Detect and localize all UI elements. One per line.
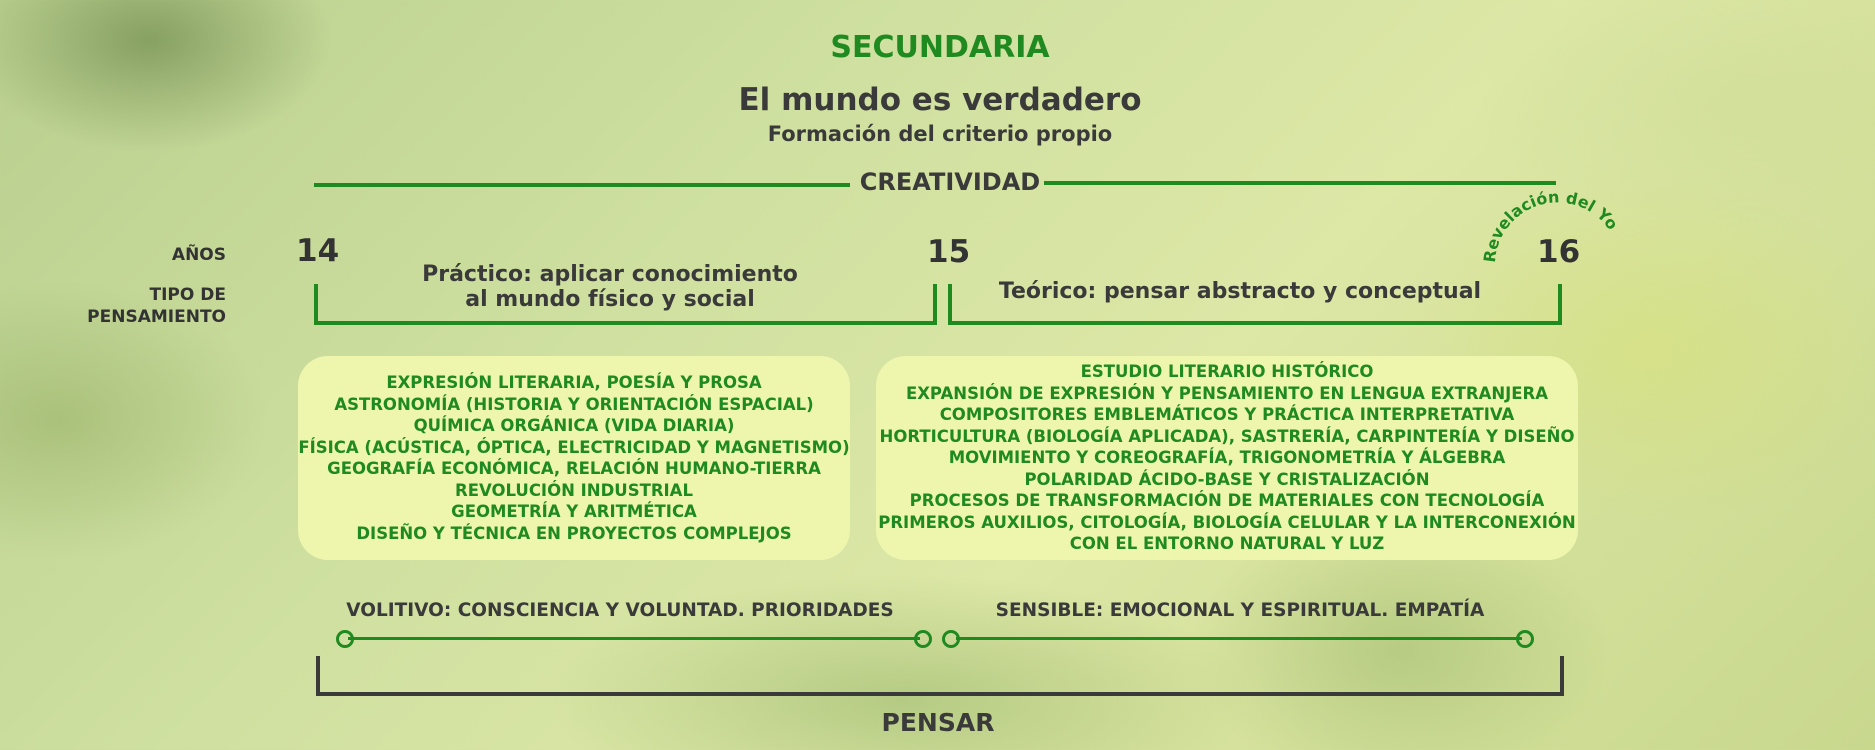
- subject-item: FÍSICA (ACÚSTICA, ÓPTICA, ELECTRICIDAD Y MAGNETISMO): [298, 437, 850, 457]
- years-label: AÑOS: [171, 245, 226, 265]
- level-title: SECUNDARIA: [830, 30, 1050, 65]
- subject-item: PROCESOS DE TRANSFORMACIÓN DE MATERIALES CON TECNOLOGÍA: [909, 491, 1545, 511]
- subject-item: PRIMEROS AUXILIOS, CITOLOGÍA, BIOLOGÍA CELULAR Y LA INTERCONEXIÓN: [878, 512, 1576, 532]
- subject-item: ASTRONOMÍA (HISTORIA Y ORIENTACIÓN ESPACIAL): [334, 394, 814, 414]
- subject-item: MOVIMIENTO Y COREOGRAFÍA, TRIGONOMETRÍA Y ÁLGEBRA: [948, 448, 1506, 468]
- age-15: 15: [927, 234, 971, 270]
- subject-item: GEOGRAFÍA ECONÓMICA, RELACIÓN HUMANO-TIERRA: [327, 459, 821, 478]
- segment-volitivo-end-dot: [914, 630, 932, 648]
- subject-item: ESTUDIO LITERARIO HISTÓRICO: [1080, 362, 1374, 382]
- age-14: 14: [296, 233, 340, 269]
- segment-sensible-label: SENSIBLE: EMOCIONAL Y ESPIRITUAL. EMPATÍA: [995, 600, 1485, 621]
- creatividad-label: CREATIVIDAD: [859, 168, 1041, 196]
- subject-item: REVOLUCIÓN INDUSTRIAL: [455, 480, 693, 500]
- segment-sensible-end-dot: [1516, 630, 1534, 648]
- pensar-label: PENSAR: [881, 708, 995, 737]
- subject-item: HORTICULTURA (BIOLOGÍA APLICADA), SASTRERÍA, CARPINTERÍA Y DISEÑO: [879, 426, 1575, 446]
- subject-item: QUÍMICA ORGÁNICA (VIDA DIARIA): [413, 416, 735, 435]
- subject-item: POLARIDAD ÁCIDO-BASE Y CRISTALIZACIÓN: [1024, 469, 1430, 489]
- milestone-label: Revelación del Yo: [1480, 190, 1623, 264]
- segment-volitivo-start-dot: [336, 630, 354, 648]
- bracket-14-15: [314, 284, 937, 325]
- creatividad-line-left: [314, 183, 850, 187]
- segment-volitivo-line: [348, 637, 920, 640]
- subject-item: EXPANSIÓN DE EXPRESIÓN Y PENSAMIENTO EN LENGUA EXTRANJERA: [905, 383, 1549, 403]
- segment-volitivo-label: VOLITIVO: CONSCIENCIA Y VOLUNTAD. PRIORIDADES: [346, 600, 894, 621]
- main-title: El mundo es verdadero: [738, 82, 1142, 118]
- subject-item: DISEÑO Y TÉCNICA EN PROYECTOS COMPLEJOS: [356, 523, 792, 543]
- bracket-15-16: [948, 284, 1562, 325]
- creatividad-line-right: [1044, 181, 1556, 185]
- subject-item: GEOMETRÍA Y ARITMÉTICA: [451, 502, 697, 521]
- thinking-practical: Práctico: aplicar conocimiento al mundo físico y social: [422, 262, 798, 312]
- milestone-arc: [1480, 190, 1630, 280]
- subject-item: EXPRESIÓN LITERARIA, POESÍA Y PROSA: [386, 373, 762, 392]
- subject-item: CON EL ENTORNO NATURAL Y LUZ: [1069, 534, 1385, 554]
- thinking-theoretical: Teórico: pensar abstracto y conceptual: [998, 279, 1482, 304]
- subject-item: COMPOSITORES EMBLEMÁTICOS Y PRÁCTICA INTERPRETATIVA: [939, 405, 1515, 425]
- thinking-type-label: TIPO DE PENSAMIENTO: [87, 285, 226, 327]
- subjects-box-left: [298, 356, 850, 560]
- segment-sensible-start-dot: [942, 630, 960, 648]
- subtitle: Formación del criterio propio: [767, 122, 1113, 146]
- pensar-bracket: [316, 656, 1564, 696]
- segment-sensible-line: [956, 637, 1522, 640]
- subjects-box-right: [876, 356, 1578, 560]
- age-16: 16: [1537, 234, 1581, 270]
